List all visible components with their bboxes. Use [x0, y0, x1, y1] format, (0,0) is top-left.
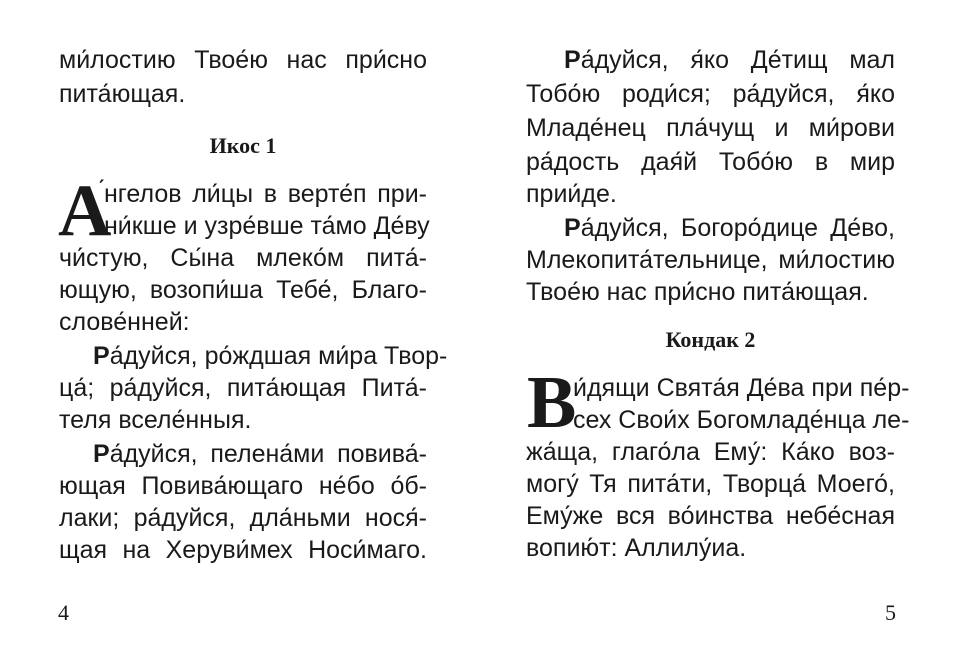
text-line: ́нгелов ли́цы в верте́п при- — [104, 180, 427, 208]
initial-letter: Р — [93, 440, 110, 468]
section-heading-ikos: Икос 1 — [209, 133, 277, 158]
section-heading-kondak: Кондак 2 — [665, 327, 756, 352]
text-fragment: а́дуйся, Богоро́дице Де́во, — [580, 214, 895, 242]
text-line: ми́лостию Твое́ю нас при́сно — [59, 46, 427, 74]
text-line: могу́ Тя пита́ти, Творца́ Моего́, — [526, 470, 895, 498]
text-line: ющую, возопи́ша Тебе́, Благо- — [59, 276, 427, 304]
text-line: чи́стую, Сы́на млеко́м пита́- — [59, 244, 427, 272]
text-line: слове́нней: — [59, 308, 190, 336]
text-line: Тобо́ю роди́ся; ра́дуйся, я́ко — [526, 80, 895, 108]
text-line: вопию́т: Аллилу́иа. — [526, 534, 747, 562]
text-line: ра́дость дая́й Тобо́ю в мир — [526, 148, 895, 176]
text-fragment: а́дуйся, ро́ждшая ми́ра Твор- — [109, 342, 448, 370]
text-line: Ему́же вся во́инства небе́сная — [526, 502, 895, 530]
text-line — [564, 44, 895, 76]
text-line: прии́де. — [526, 180, 617, 208]
text-line: щая на Херуви́мех Носи́маго. — [59, 536, 427, 564]
text-line — [93, 340, 448, 372]
text-line: теля вселе́нныя. — [59, 406, 252, 434]
right-page — [479, 0, 958, 650]
text-line: Млекопита́тельнице, ми́лостию — [526, 246, 895, 274]
text-line — [93, 438, 427, 470]
drop-cap: А — [58, 170, 112, 252]
text-line: пита́ющая. — [59, 80, 186, 108]
text-line: ющая Повива́ющаго не́бо о́б- — [59, 472, 427, 500]
text-line: лаки; ра́дуйся, дла́ньми нося́- — [59, 504, 427, 532]
text-line: жа́ща, глаго́ла Ему́: Ка́ко воз- — [526, 438, 895, 466]
initial-letter: Р — [564, 214, 581, 242]
text-line — [564, 212, 895, 244]
text-line: Младе́нец пла́чущ и ми́рови — [526, 114, 895, 142]
text-line: Твое́ю нас при́сно пита́ющая. — [526, 278, 869, 306]
text-line: сех Свои́х Богомладе́нца ле- — [573, 406, 910, 434]
drop-cap: В — [527, 362, 577, 444]
text-line: ца́; ра́дуйся, пита́ющая Пита́- — [59, 374, 427, 402]
text-line: ни́кше и узре́вше та́мо Де́ву — [104, 212, 430, 240]
text-fragment: а́дуйся, пелена́ми повива́- — [109, 440, 427, 468]
text-line: и́дящи Свята́я Де́ва при пе́р- — [573, 374, 910, 402]
initial-letter: Р — [93, 342, 110, 370]
text-fragment: а́дуйся, я́ко Де́тищ мал — [580, 46, 895, 74]
page-number: 5 — [885, 600, 896, 625]
page-number: 4 — [58, 600, 69, 625]
initial-letter: Р — [564, 46, 581, 74]
